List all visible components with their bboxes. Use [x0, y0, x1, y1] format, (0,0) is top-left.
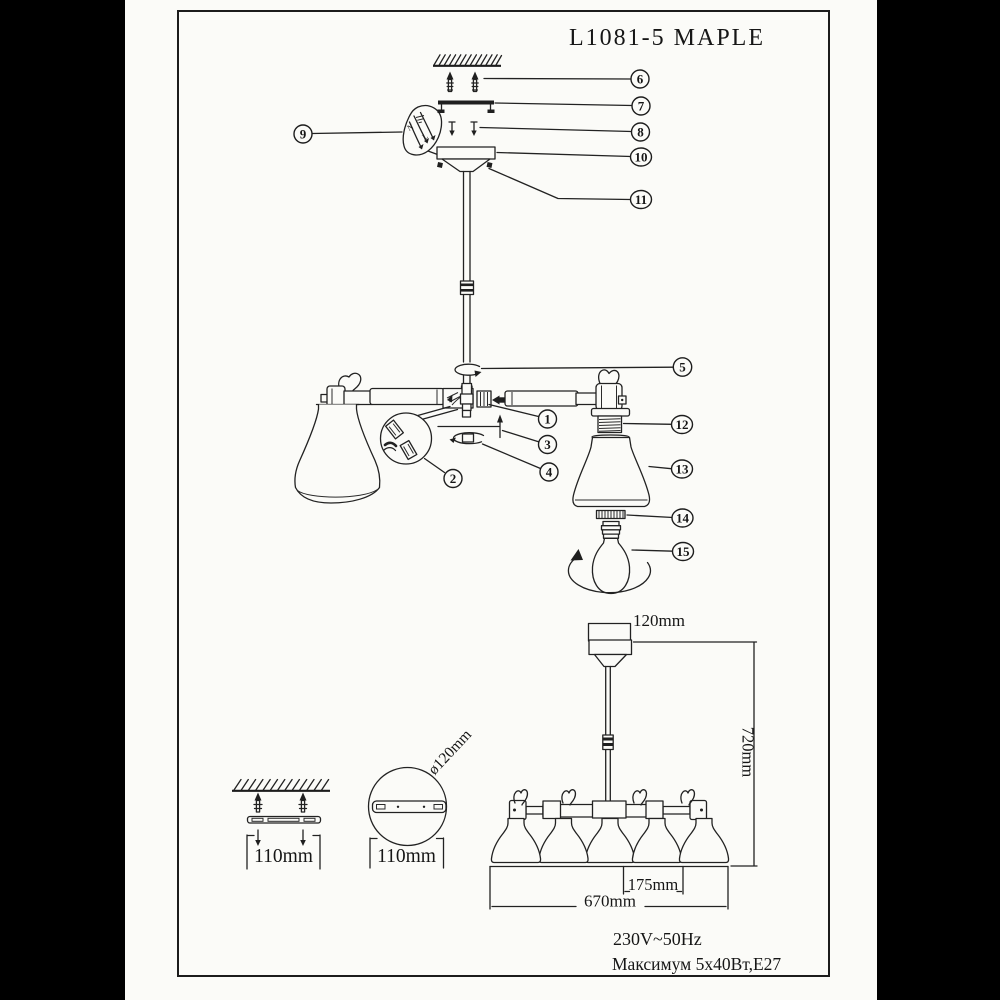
live-wire-label: L — [420, 131, 430, 142]
left-arm-tube — [370, 389, 444, 405]
svg-text:5: 5 — [679, 359, 686, 375]
callout-13 — [672, 460, 693, 478]
callout-1 — [539, 410, 557, 428]
leader-10 — [497, 153, 631, 157]
callout-8 — [632, 123, 650, 141]
leader-15 — [632, 550, 674, 551]
front-shade — [679, 819, 728, 863]
svg-text:13: 13 — [675, 461, 689, 477]
front-shade — [585, 819, 634, 863]
leader-11 — [489, 169, 631, 200]
svg-text:15: 15 — [676, 544, 690, 559]
svg-text:6: 6 — [636, 71, 644, 87]
fixture-front-view — [490, 611, 758, 911]
bracket-screws — [449, 122, 477, 136]
callout-9 — [294, 125, 312, 143]
svg-text:9: 9 — [299, 126, 307, 142]
front-shade — [539, 819, 588, 863]
ceiling-hatch — [433, 55, 502, 66]
leader-4 — [483, 444, 541, 469]
leader-3 — [503, 431, 539, 442]
svg-text:720mm: 720mm — [738, 726, 758, 778]
right-arm-tube — [505, 391, 578, 406]
callout-14 — [672, 509, 693, 527]
hanging-rod — [461, 172, 474, 363]
ceiling-canopy — [437, 147, 495, 172]
svg-text:14: 14 — [676, 510, 689, 526]
electrical-specs — [612, 929, 781, 974]
svg-text:2: 2 — [449, 471, 457, 486]
wiring-balloon — [403, 106, 441, 155]
neutral-wire-label: N — [405, 122, 416, 133]
callout-12 — [672, 416, 693, 434]
bar-screw-arrows — [255, 830, 306, 846]
callout-6 — [631, 70, 649, 88]
rod-coupler — [461, 281, 474, 295]
model-title: L1081-5 MAPLE — [569, 25, 765, 51]
callout-4 — [540, 463, 558, 481]
front-rod-coupler — [603, 735, 613, 750]
svg-text:11: 11 — [634, 192, 648, 207]
svg-text:12: 12 — [675, 417, 689, 432]
leader-9 — [312, 132, 402, 134]
callout-3 — [539, 436, 557, 454]
svg-text:1: 1 — [544, 411, 551, 427]
socket-threads — [598, 416, 622, 433]
anchor-screws — [254, 793, 307, 813]
right-socket — [596, 384, 626, 411]
front-crossbar — [510, 801, 707, 820]
mounting-screws — [447, 72, 479, 92]
svg-text:10: 10 — [634, 149, 648, 165]
leader-7 — [495, 103, 632, 106]
left-shade — [295, 405, 380, 504]
callout-10 — [631, 148, 652, 166]
leader-2 — [425, 459, 445, 473]
front-shades — [491, 819, 728, 863]
callout-15 — [673, 543, 694, 561]
svg-text:670mm: 670mm — [584, 891, 636, 911]
locking-nut — [450, 433, 484, 444]
wiring-detail-circle — [381, 407, 458, 465]
mounting-bracket — [438, 101, 495, 114]
svg-text:110mm: 110mm — [254, 846, 313, 867]
mounting-bar — [248, 817, 321, 824]
front-shade — [632, 819, 681, 863]
dim-175 — [624, 867, 684, 895]
socket-flange — [592, 409, 630, 417]
front-canopy — [589, 640, 632, 655]
dim-670 — [490, 867, 728, 911]
callout-2 — [444, 470, 462, 488]
hub-connector — [462, 384, 472, 395]
callout-5 — [673, 358, 691, 376]
bracket-install-view — [232, 780, 330, 870]
svg-text:4: 4 — [545, 464, 553, 480]
svg-text:3: 3 — [544, 437, 551, 452]
wattage-spec: Максимум 5x40Вт,E27 — [612, 954, 782, 974]
callout-11 — [631, 191, 652, 209]
leader-14 — [627, 515, 673, 518]
leader-12 — [624, 424, 673, 425]
callout-7 — [632, 97, 650, 115]
canopy-diameter-label: ø120mm — [424, 726, 476, 779]
svg-text:110mm: 110mm — [377, 846, 436, 867]
svg-text:7: 7 — [637, 98, 645, 114]
svg-text:175mm: 175mm — [627, 875, 679, 894]
leader-5 — [482, 367, 674, 368]
light-bulb — [592, 522, 629, 594]
fixture-arm-assembly — [295, 370, 650, 594]
svg-text:120mm: 120mm — [633, 611, 685, 630]
leader-6 — [484, 79, 631, 80]
svg-text:8: 8 — [637, 124, 644, 140]
front-shade — [491, 819, 540, 863]
voltage-spec: 230V~50Hz — [613, 929, 702, 949]
right-shade — [573, 435, 650, 507]
shade-retainer-ring — [597, 511, 626, 519]
leader-13 — [649, 467, 673, 469]
left-socket-bracket — [344, 391, 372, 405]
leader-8 — [480, 128, 632, 132]
insert-arrow-icon — [492, 396, 506, 405]
install-ceiling-hatch — [232, 780, 330, 791]
canopy-top-view — [369, 726, 476, 868]
top-mounting-assembly — [403, 55, 501, 393]
dim-120 — [589, 611, 685, 641]
